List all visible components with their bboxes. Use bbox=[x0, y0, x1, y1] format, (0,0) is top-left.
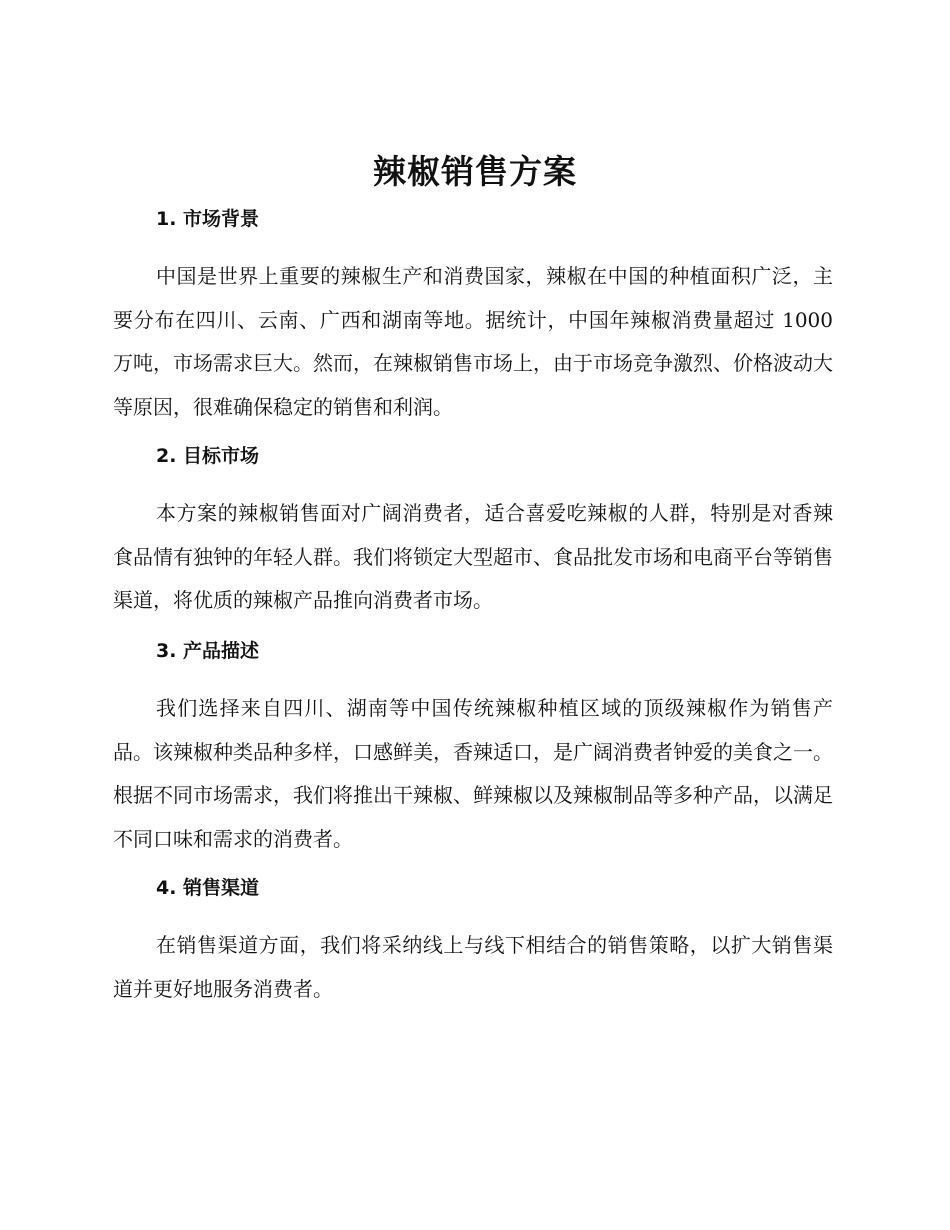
section-paragraph: 我们选择来自四川、湖南等中国传统辣椒种植区域的顶级辣椒作为销售产品。该辣椒种类品种多样，口感鲜美，香辣适口，是广阔消费者钟爱的美食之一。根据不同市场需求，我们将推出干辣椒、鲜辣椒以及辣椒制品等多种产品，以满足不同口味和需求的消费者。 bbox=[113, 696, 833, 851]
section-target-market bbox=[113, 443, 833, 623]
section-heading: 1. 市场背景 bbox=[156, 208, 260, 230]
section-paragraph: 在销售渠道方面，我们将采纳线上与线下相结合的销售策略，以扩大销售渠道并更好地服务消费者。 bbox=[113, 933, 833, 1001]
section-paragraph: 中国是世界上重要的辣椒生产和消费国家，辣椒在中国的种植面积广泛，主要分布在四川、云南、广西和湖南等地。据统计，中国年辣椒消费量超过 1000 万吨，市场需求巨大。然而，在辣椒销售市场上，由于市场竞争激烈、价格波动大等原因，很难确保稳定的销售和利润。 bbox=[113, 264, 833, 419]
section-market-background bbox=[113, 206, 833, 429]
section-heading: 3. 产品描述 bbox=[156, 640, 260, 662]
section-heading: 2. 目标市场 bbox=[156, 445, 260, 467]
section-paragraph: 本方案的辣椒销售面对广阔消费者，适合喜爱吃辣椒的人群，特别是对香辣食品情有独钟的年轻人群。我们将锁定大型超市、食品批发市场和电商平台等销售渠道，将优质的辣椒产品推向消费者市场。 bbox=[113, 501, 833, 612]
section-heading: 4. 销售渠道 bbox=[156, 877, 260, 899]
section-product-description bbox=[113, 638, 833, 861]
section-sales-channels bbox=[113, 875, 833, 1011]
document-title: 辣椒销售方案 bbox=[373, 152, 577, 191]
